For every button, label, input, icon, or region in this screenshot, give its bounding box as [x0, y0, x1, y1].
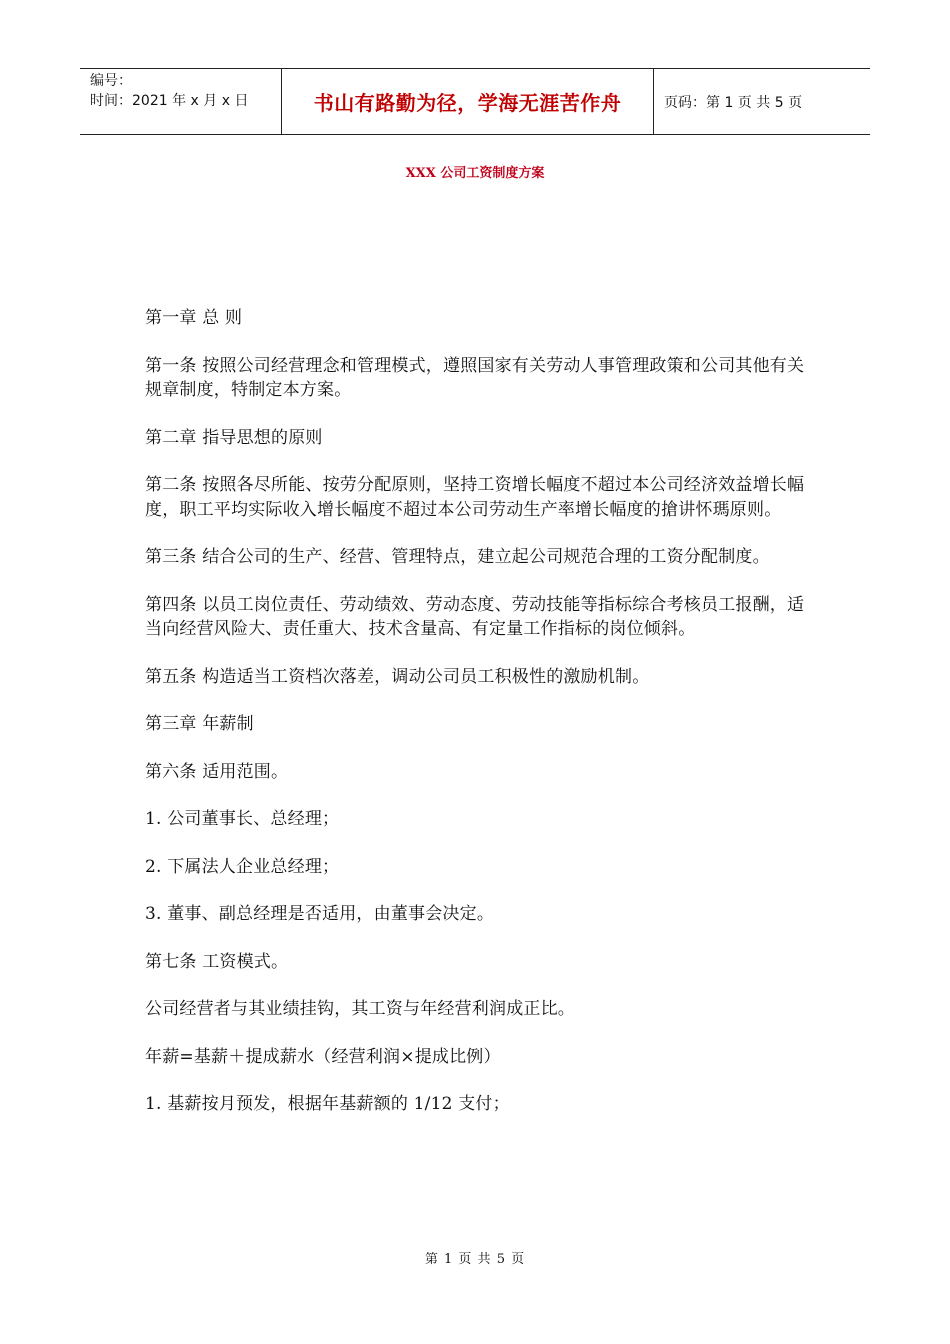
document-header [80, 68, 870, 135]
article-2: 第二条 按照各尽所能、按劳分配原则，坚持工资增长幅度不超过本公司经济效益增长幅度，职工平均实际收入增长幅度不超过本公司劳动生产率增长幅度的搶讲怀瑪原则。 [145, 475, 805, 520]
serial-number-label: 编号： [90, 73, 132, 89]
list-item: 1. 公司董事长、总经理； [145, 809, 340, 829]
body-paragraph: 公司经营者与其业绩挂钩，其工资与年经营利润成正比。 [145, 999, 575, 1019]
article-5: 第五条 构造适当工资档次落差，调动公司员工积极性的激励机制。 [145, 666, 650, 687]
document-title: XXX 公司工资制度方案 [405, 166, 545, 181]
salary-formula: 年薪=基薪＋提成薪水（经营利润×提成比例） [145, 1046, 501, 1067]
article-6: 第六条 适用范围。 [145, 761, 289, 782]
article-7: 第七条 工资模式。 [145, 951, 289, 972]
chapter-3-heading: 第三章 年薪制 [145, 714, 254, 734]
date-label: 时间：2021 年 x 月 x 日 [90, 93, 249, 109]
header-meta [80, 69, 282, 134]
article-1: 第一条 按照公司经营理念和管理模式，遵照国家有关劳动人事管理政策和公司其他有关规章制度，特制定本方案。 [145, 355, 805, 400]
list-item: 2. 下属法人企业总经理； [145, 856, 340, 877]
list-item: 3. 董事、副总经理是否适用，由董事会决定。 [145, 904, 495, 924]
chapter-2-heading: 第二章 指导思想的原则 [145, 427, 323, 448]
article-4: 第四条 以员工岗位责任、劳动绩效、劳动态度、劳动技能等指标综合考核员工报酬，适当向经营风险大、责任重大、技术含量高、有定量工作指标的岗位倾斜。 [145, 594, 805, 639]
header-page-info: 页码：第 1 页 共 5 页 [664, 94, 803, 111]
page-footer: 第 1 页 共 5 页 [424, 1252, 526, 1267]
article-3: 第三条 结合公司的生产、经营、管理特点，建立起公司规范合理的工资分配制度。 [145, 547, 770, 567]
document-body [145, 306, 810, 1140]
header-motto: 书山有路勤为径，学海无涯苦作舟 [282, 69, 654, 134]
chapter-1-heading: 第一章 总 则 [145, 308, 243, 328]
list-item: 1. 基薪按月预发，根据年基薪额的 1/12 支付； [145, 1094, 510, 1114]
